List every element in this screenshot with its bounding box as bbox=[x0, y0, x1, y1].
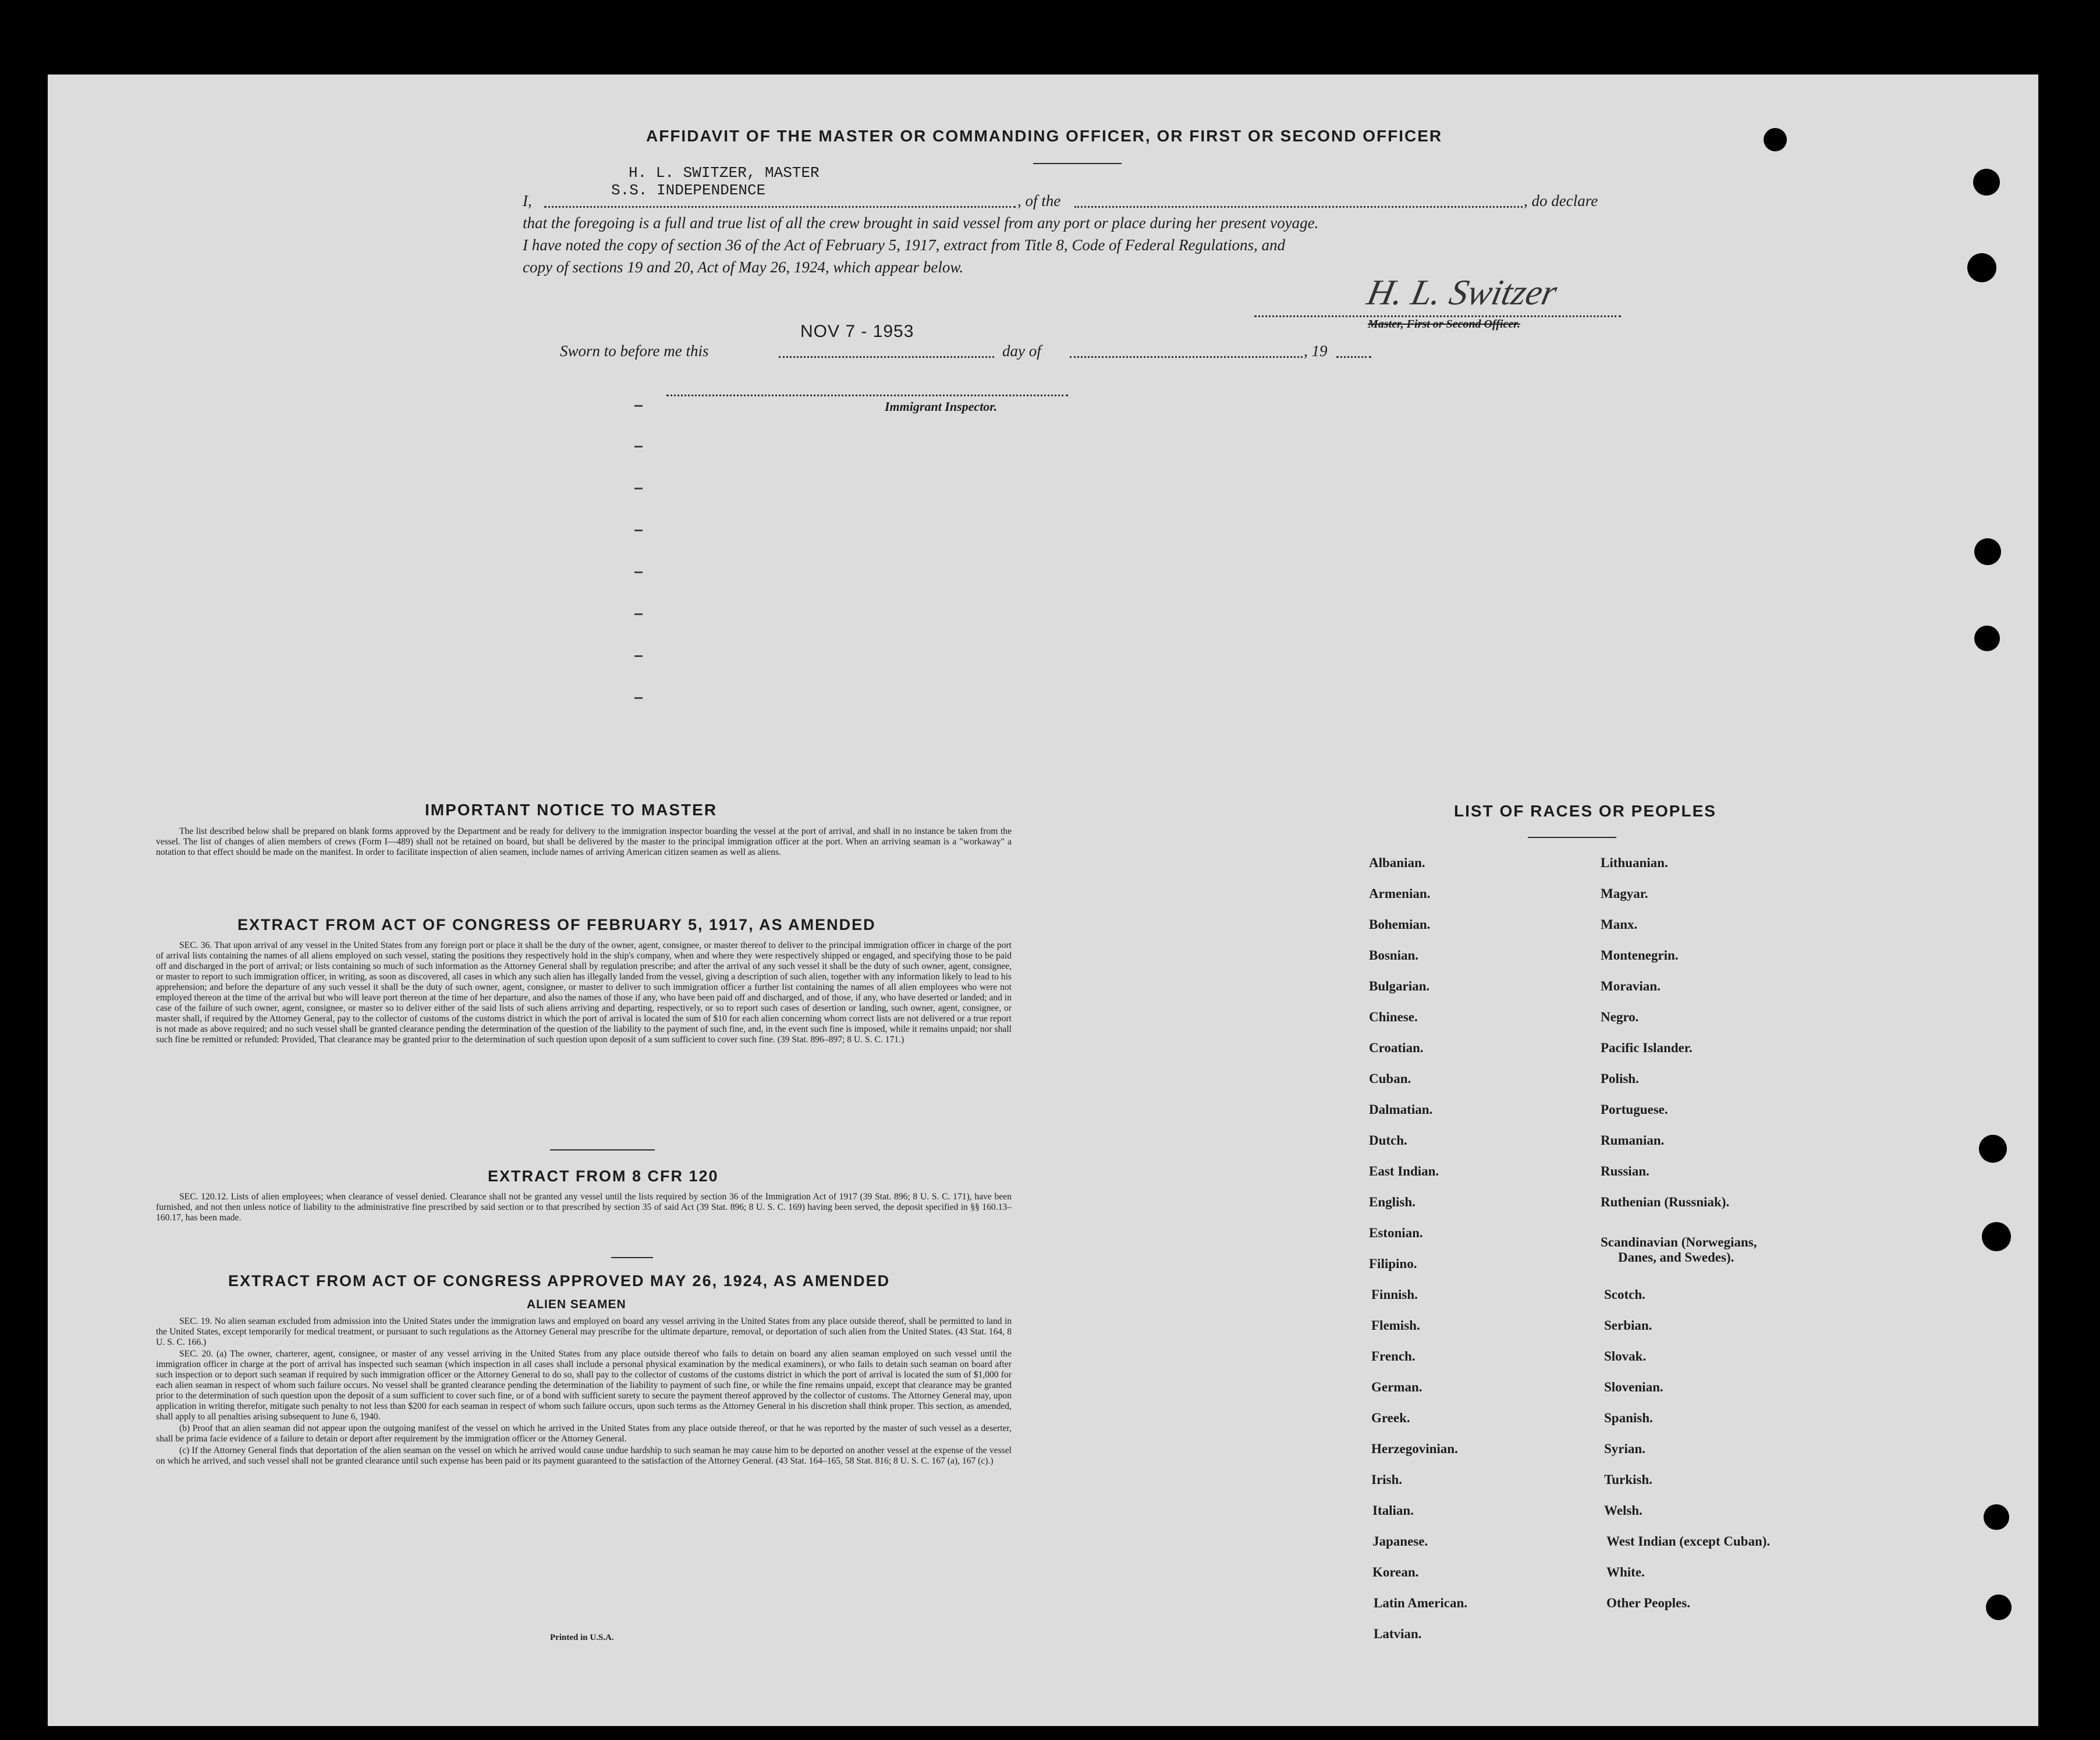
name-line bbox=[544, 206, 1016, 208]
race-item: Bohemian. bbox=[1369, 917, 1431, 932]
sworn-label: Sworn to before me this bbox=[560, 342, 709, 360]
race-item: Irish. bbox=[1371, 1472, 1403, 1487]
race-item: Bulgarian. bbox=[1369, 979, 1430, 993]
section-19-text: SEC. 19. No alien seaman excluded from admission into the United States under the immigration laws and employed on board any vessel arriving in the United States from any place outside thereof, shall be permitted to land in the United States, except temporarily for medical treatment, or pursuant to such regulations as the Attorney General may prescribe for the ultimate departure, removal, or deportation of such alien from the United States. (43 Stat. 164, 8 U. S. C. 166.) bbox=[156, 1316, 1012, 1347]
day-of-label: day of bbox=[1002, 342, 1041, 360]
race-item: Pacific Islander. bbox=[1601, 1041, 1693, 1055]
race-item: Welsh. bbox=[1604, 1503, 1643, 1518]
punch-hole bbox=[1986, 1595, 2012, 1620]
margin-dash bbox=[634, 571, 643, 573]
punch-hole bbox=[1982, 1222, 2011, 1251]
race-item: Scotch. bbox=[1604, 1287, 1645, 1302]
race-item: East Indian. bbox=[1369, 1164, 1439, 1178]
race-item: Japanese. bbox=[1372, 1534, 1428, 1549]
affidavit-title: AFFIDAVIT OF THE MASTER OR COMMANDING OFFICER, OR FIRST OR SECOND OFFICER bbox=[646, 127, 1443, 145]
race-item: Cuban. bbox=[1369, 1071, 1411, 1086]
master-signature: H. L. Switzer bbox=[1363, 273, 1561, 313]
extract-cfr-title: EXTRACT FROM 8 CFR 120 bbox=[488, 1167, 719, 1185]
race-item: Scandinavian (Norwegians, bbox=[1601, 1235, 1757, 1249]
extract-1924-title: EXTRACT FROM ACT OF CONGRESS APPROVED MAY 26, 1924, AS AMENDED bbox=[228, 1272, 891, 1290]
race-item: White. bbox=[1606, 1565, 1645, 1579]
year-prefix: , 19 bbox=[1304, 342, 1328, 360]
race-item: Bosnian. bbox=[1369, 948, 1419, 963]
race-item: Dutch. bbox=[1369, 1133, 1407, 1148]
signature-caption: Master, First or Second Officer. bbox=[1368, 318, 1520, 331]
margin-dash bbox=[634, 613, 643, 615]
race-item: Lithuanian. bbox=[1601, 855, 1668, 870]
punch-hole bbox=[1764, 128, 1787, 151]
extract-1924-body bbox=[156, 1316, 1012, 1468]
race-item: Negro. bbox=[1601, 1010, 1639, 1024]
extract-1917-body bbox=[156, 940, 1012, 1046]
margin-dash bbox=[634, 697, 643, 699]
race-item: Albanian. bbox=[1369, 855, 1425, 870]
race-item: German. bbox=[1371, 1380, 1423, 1394]
race-item: Filipino. bbox=[1369, 1256, 1417, 1271]
punch-hole bbox=[1974, 626, 2000, 651]
declare-of-the: , of the bbox=[1017, 192, 1061, 209]
section-20c-text: (c) If the Attorney General finds that deportation of the alien seaman on the vessel on which he arrived would cause undue hardship to such seaman he may cause him to be deported on another vessel at the expense of the vessel on which he arrived, and such vessel shall not be granted clearance until such expense has been paid or its payment guaranteed to the satisfaction of the Attorney General. (43 Stat. 164–165, 58 Stat. 816; 8 U. S. C. 167 (a), 167 (c).) bbox=[156, 1446, 1012, 1466]
race-item: Syrian. bbox=[1604, 1441, 1645, 1456]
race-item: Ruthenian (Russniak). bbox=[1601, 1195, 1730, 1209]
year-line bbox=[1336, 356, 1371, 358]
race-item: Armenian. bbox=[1369, 886, 1431, 901]
race-item: Rumanian. bbox=[1601, 1133, 1665, 1148]
section-120-12-text: SEC. 120.12. Lists of alien employees; when clearance of vessel denied. Clearance shall not be granted any vessel until the lists required by section 36 of the Immigration Act of 1917 (39 Stat. 896; 8 U. S. C. 171), have been furnished, and not then unless notice of liability to the administrative fine prescribed by said section or to that prescribed by section 35 of said Act (39 Stat. 896; 8 U. S. C. 169) having been served, the deposit specified in §§ 160.13–160.17, has been made. bbox=[156, 1192, 1012, 1223]
punch-hole bbox=[1973, 169, 2000, 196]
race-item: Greek. bbox=[1371, 1411, 1410, 1425]
race-item: Croatian. bbox=[1369, 1041, 1424, 1055]
race-item: Manx. bbox=[1601, 917, 1638, 932]
section-36-text: SEC. 36. That upon arrival of any vessel in the United States from any foreign port or place it shall be the duty of the owner, agent, consignee, or master thereof to deliver to the principal immigration officer in charge of the port of arrival lists containing the names of all aliens employed on such vessel, stating the positions they respectively hold in the ship's company, when and where they were respectively shipped or engaged, and specifying those to be paid off and discharged in the port of arrival; or lists containing so much of such information as the Attorney General shall by regulation prescribe; and after the arrival of any such vessel it shall be the duty of such owner, agent, consignee, or master to report to such immigration officer, in writing, as soon as discovered, all cases in which any such alien has illegally landed from the vessel, giving a description of such alien, together with any information likely to lead to his apprehension; and before the departure of any such vessel it shall be the duty of such owner, agent, consignee, or master to deliver to such immigration officer a further list containing the names of all alien employees who were not employed thereon at the time of the arrival but who will leave port thereon at the time of her departure, and also the names of those if any, who have been paid off and discharged, and of those, if any, who have deserted or landed; and in case of the failure of such owner, agent, consignee, or master so to deliver either of the said lists of such aliens arriving and departing, respectively, or so to report such cases of desertion or landing, such owner, agent, consignee, or master shall, if required by the Attorney General, pay to the collector of customs of the customs district in which the port of arrival is located the sum of $10 for each alien concerning whom correct lists are not delivered or a true report is not made as above required; and no such vessel shall be granted clearance pending the determination of the question of the liability to the payment of such fine, and, in the event such fine is imposed, while it remains unpaid; nor shall such fine be remitted or refunded: Provided, That clearance may be granted prior to the determination of such question upon deposit of a sum sufficient to cover such fine. (39 Stat. 896–897; 8 U. S. C. 171.) bbox=[156, 940, 1012, 1045]
declaration-line-2: that the foregoing is a full and true list of all the crew brought in said vessel from any port or place during her present voyage. bbox=[523, 214, 1319, 232]
extract-1917-title: EXTRACT FROM ACT OF CONGRESS OF FEBRUARY 5, 1917, AS AMENDED bbox=[237, 916, 876, 933]
race-item: French. bbox=[1371, 1349, 1416, 1363]
notice-paragraph: The list described below shall be prepared on blank forms approved by the Department and be ready for delivery to the immigration inspector boarding the vessel at the port of arrival, and shall in no instance be taken from the vessel. The list of changes of alien members of crews (Form I—489) shall not be retained on board, but shall be delivered by the master to the principal immigration officer at the port. When an arriving seaman is a "workaway" a notation to that effect should be made on the manifest. In order to facilitate inspection of alien seamen, include names of arriving American citizen seamen as well as aliens. bbox=[156, 826, 1012, 857]
declare-i: I, bbox=[523, 192, 532, 209]
race-item: Serbian. bbox=[1604, 1318, 1652, 1333]
margin-dash bbox=[634, 530, 643, 531]
margin-dash bbox=[634, 405, 643, 407]
date-stamp: NOV 7 - 1953 bbox=[800, 322, 914, 341]
declaration-line-3: I have noted the copy of section 36 of the Act of February 5, 1917, extract from Title 8, Code of Federal Regulations, and bbox=[523, 236, 1286, 254]
extract-cfr-rule bbox=[611, 1257, 653, 1258]
section-20a-text: SEC. 20. (a) The owner, charterer, agent, consignee, or master of any vessel arriving in the United States from any place outside thereof who fails to detain on board any alien seaman employed on such vessel until the immigration officer in charge at the port of arrival has inspected such seaman (which inspection in all cases shall include a personal physical examination by the medical examiners), or who fails to detain such seaman on board after such inspection or to deport such seaman if required by such immigration officer or the Attorney General to do so, shall pay to the collector of customs of the customs district in which the port of arrival is located the sum of $1,000 for each alien seaman in respect of whom such failure occurs. No vessel shall be granted clearance pending the determination of the liability to payment of such fine, or while the fine remains unpaid, except that clearance may be granted prior to the determination of such question upon the deposit of a sum sufficient to cover such fine, or of a bond with sufficient surety to secure the payment thereof approved by the collector of customs. The Attorney General may, upon application in writing therefor, mitigate such penalty to not less than $200 for each seaman in respect of whom such failure occurs, upon such terms as the Attorney General in his discretion shall think proper. This section, as amended, shall apply to all penalties arising subsequent to June 6, 1940. bbox=[156, 1349, 1012, 1422]
race-item: Spanish. bbox=[1604, 1411, 1653, 1425]
punch-hole bbox=[1984, 1504, 2009, 1530]
race-item: Slovak. bbox=[1604, 1349, 1647, 1363]
race-item: West Indian (except Cuban). bbox=[1606, 1534, 1771, 1549]
race-item: Montenegrin. bbox=[1601, 948, 1679, 963]
notice-title: IMPORTANT NOTICE TO MASTER bbox=[425, 801, 718, 819]
alien-seamen-subtitle: ALIEN SEAMEN bbox=[527, 1298, 626, 1311]
declare-do-declare: , do declare bbox=[1524, 192, 1598, 209]
race-item: English. bbox=[1369, 1195, 1416, 1209]
race-item: Dalmatian. bbox=[1369, 1102, 1433, 1117]
punch-hole bbox=[1967, 253, 1996, 282]
race-item: Other Peoples. bbox=[1606, 1596, 1690, 1610]
margin-dash bbox=[634, 655, 643, 657]
race-item: Chinese. bbox=[1369, 1010, 1418, 1024]
race-item: Turkish. bbox=[1604, 1472, 1652, 1487]
race-item: Slovenian. bbox=[1604, 1380, 1663, 1394]
race-item: Russian. bbox=[1601, 1164, 1650, 1178]
title-rule bbox=[1033, 163, 1122, 164]
declaration-line-4: copy of sections 19 and 20, Act of May 26, 1924, which appear below. bbox=[523, 258, 964, 276]
race-item: Polish. bbox=[1601, 1071, 1639, 1086]
margin-dash bbox=[634, 446, 643, 448]
sworn-date-line bbox=[779, 356, 994, 358]
notice-body bbox=[156, 826, 1012, 859]
punch-hole bbox=[1974, 538, 2001, 565]
race-item: Portuguese. bbox=[1601, 1102, 1668, 1117]
race-item: Estonian. bbox=[1369, 1226, 1423, 1240]
punch-hole bbox=[1979, 1135, 2007, 1163]
month-line bbox=[1070, 356, 1303, 358]
printed-in-usa: Printed in U.S.A. bbox=[550, 1633, 614, 1642]
signature-line bbox=[1254, 315, 1621, 317]
typed-master-name: H. L. SWITZER, MASTER bbox=[629, 164, 820, 182]
race-item: Moravian. bbox=[1601, 979, 1661, 993]
races-title: LIST OF RACES OR PEOPLES bbox=[1454, 802, 1716, 820]
vessel-line bbox=[1074, 206, 1523, 208]
race-item: Latvian. bbox=[1374, 1627, 1422, 1641]
race-item: Latin American. bbox=[1374, 1596, 1467, 1610]
document-page bbox=[48, 74, 2038, 1726]
inspector-signature-line bbox=[666, 395, 1068, 396]
race-item: Danes, and Swedes). bbox=[1618, 1250, 1734, 1265]
section-20b-text: (b) Proof that an alien seaman did not appear upon the outgoing manifest of the vessel on which he arrived in the United States from any place outside thereof, or that he was reported by the master of such vessel as a deserter, shall be prima facie evidence of a failure to detain or deport after requirement by the immigration officer or the Attorney General. bbox=[156, 1423, 1012, 1444]
margin-dash bbox=[634, 488, 643, 489]
extract-cfr-body bbox=[156, 1192, 1012, 1224]
race-item: Flemish. bbox=[1371, 1318, 1420, 1333]
race-item: Italian. bbox=[1372, 1503, 1414, 1518]
race-item: Herzegovinian. bbox=[1371, 1441, 1458, 1456]
inspector-caption: Immigrant Inspector. bbox=[885, 399, 998, 414]
races-title-rule bbox=[1528, 837, 1616, 838]
race-item: Magyar. bbox=[1601, 886, 1648, 901]
typed-vessel-name: S.S. INDEPENDENCE bbox=[611, 182, 766, 199]
race-item: Finnish. bbox=[1371, 1287, 1418, 1302]
race-item: Korean. bbox=[1372, 1565, 1419, 1579]
extract-1917-rule bbox=[550, 1149, 655, 1150]
